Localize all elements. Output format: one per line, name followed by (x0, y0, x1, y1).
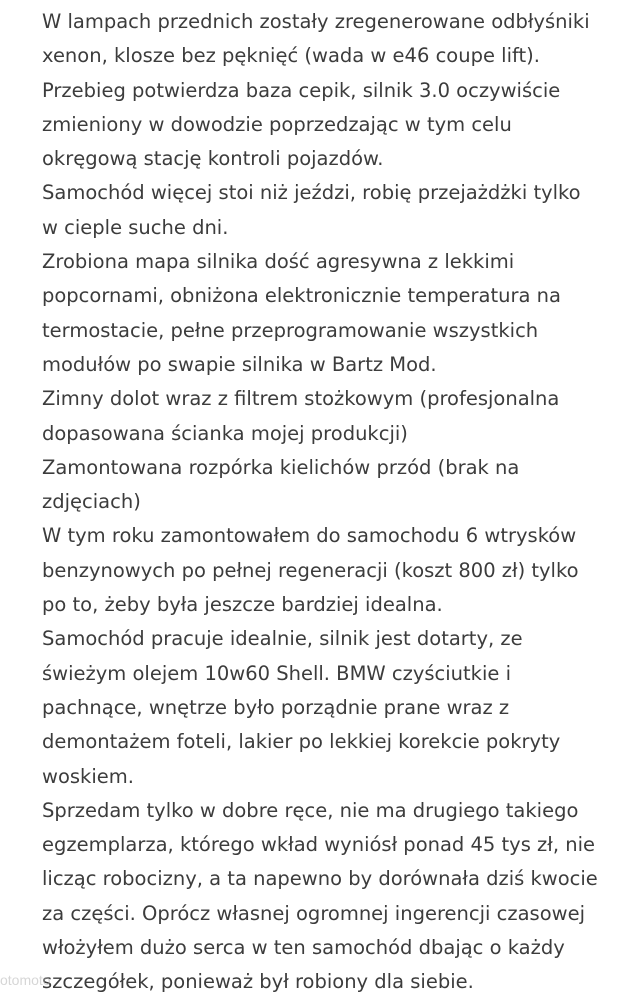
text-line: Samochód pracuje idealnie, silnik jest dotarty, ze (42, 627, 523, 651)
text-line: Zimny dolot wraz z filtrem stożkowym (profesjonalna (42, 387, 560, 411)
text-line: włożyłem dużo serca w ten samochód dbając o każdy (42, 936, 565, 960)
text-line: Sprzedam tylko w dobre ręce, nie ma drugiego takiego (42, 798, 579, 822)
text-line: termostacie, pełne przeprogramowanie wszystkich (42, 318, 539, 342)
text-line: zmieniony w dowodzie poprzedzając w tym celu (42, 112, 512, 136)
text-line: Zamontowana rozpórka kielichów przód (brak na (42, 455, 520, 479)
text-line: dopasowana ścianka mojej produkcji) (42, 421, 408, 445)
text-line: woskiem. (42, 764, 134, 788)
text-line: Przebieg potwierdza baza cepik, silnik 3.0 oczywiście (42, 78, 561, 102)
text-line: W lampach przednich zostały zregenerowane odbłyśniki (42, 10, 590, 33)
document-body (42, 5, 632, 1000)
text-line: Samochód więcej stoi niż jeździ, robię przejażdżki tylko (42, 181, 581, 205)
watermark: otomoto (0, 972, 51, 988)
text-line: W tym roku zamontowałem do samochodu 6 wtrysków (42, 524, 577, 548)
text-line: demontażem foteli, lakier po lekkiej korekcie pokryty (42, 730, 561, 754)
text-line: licząc robocizny, a ta napewno by dorównała dziś kwocie (42, 867, 598, 891)
text-line: zdjęciach) (42, 490, 141, 514)
text-line: szczegółek, ponieważ był robiony dla siebie. (42, 970, 474, 994)
text-line: pachnące, wnętrze było porządnie prane wraz z (42, 695, 510, 719)
text-line: benzynowych po pełnej regeneracji (koszt 800 zł) tylko (42, 558, 579, 582)
text-line: egzemplarza, którego wkład wyniósł ponad 45 tys zł, nie (42, 833, 596, 857)
text-line: świeżym olejem 10w60 Shell. BMW czyściutkie i (42, 661, 511, 685)
text-line: modułów po swapie silnika w Bartz Mod. (42, 352, 437, 376)
text-line: popcornami, obniżona elektronicznie temperatura na (42, 284, 561, 308)
text-line: po to, żeby była jeszcze bardziej idealna. (42, 593, 443, 617)
text-line: w cieple suche dni. (42, 215, 229, 239)
text-line: okręgową stację kontroli pojazdów. (42, 147, 384, 171)
text-line: Zrobiona mapa silnika dość agresywna z lekkimi (42, 250, 515, 274)
text-line: xenon, klosze bez pęknięć (wada w e46 coupe lift). (42, 44, 540, 68)
text-line: za części. Oprócz własnej ogromnej ingerencji czasowej (42, 901, 586, 925)
